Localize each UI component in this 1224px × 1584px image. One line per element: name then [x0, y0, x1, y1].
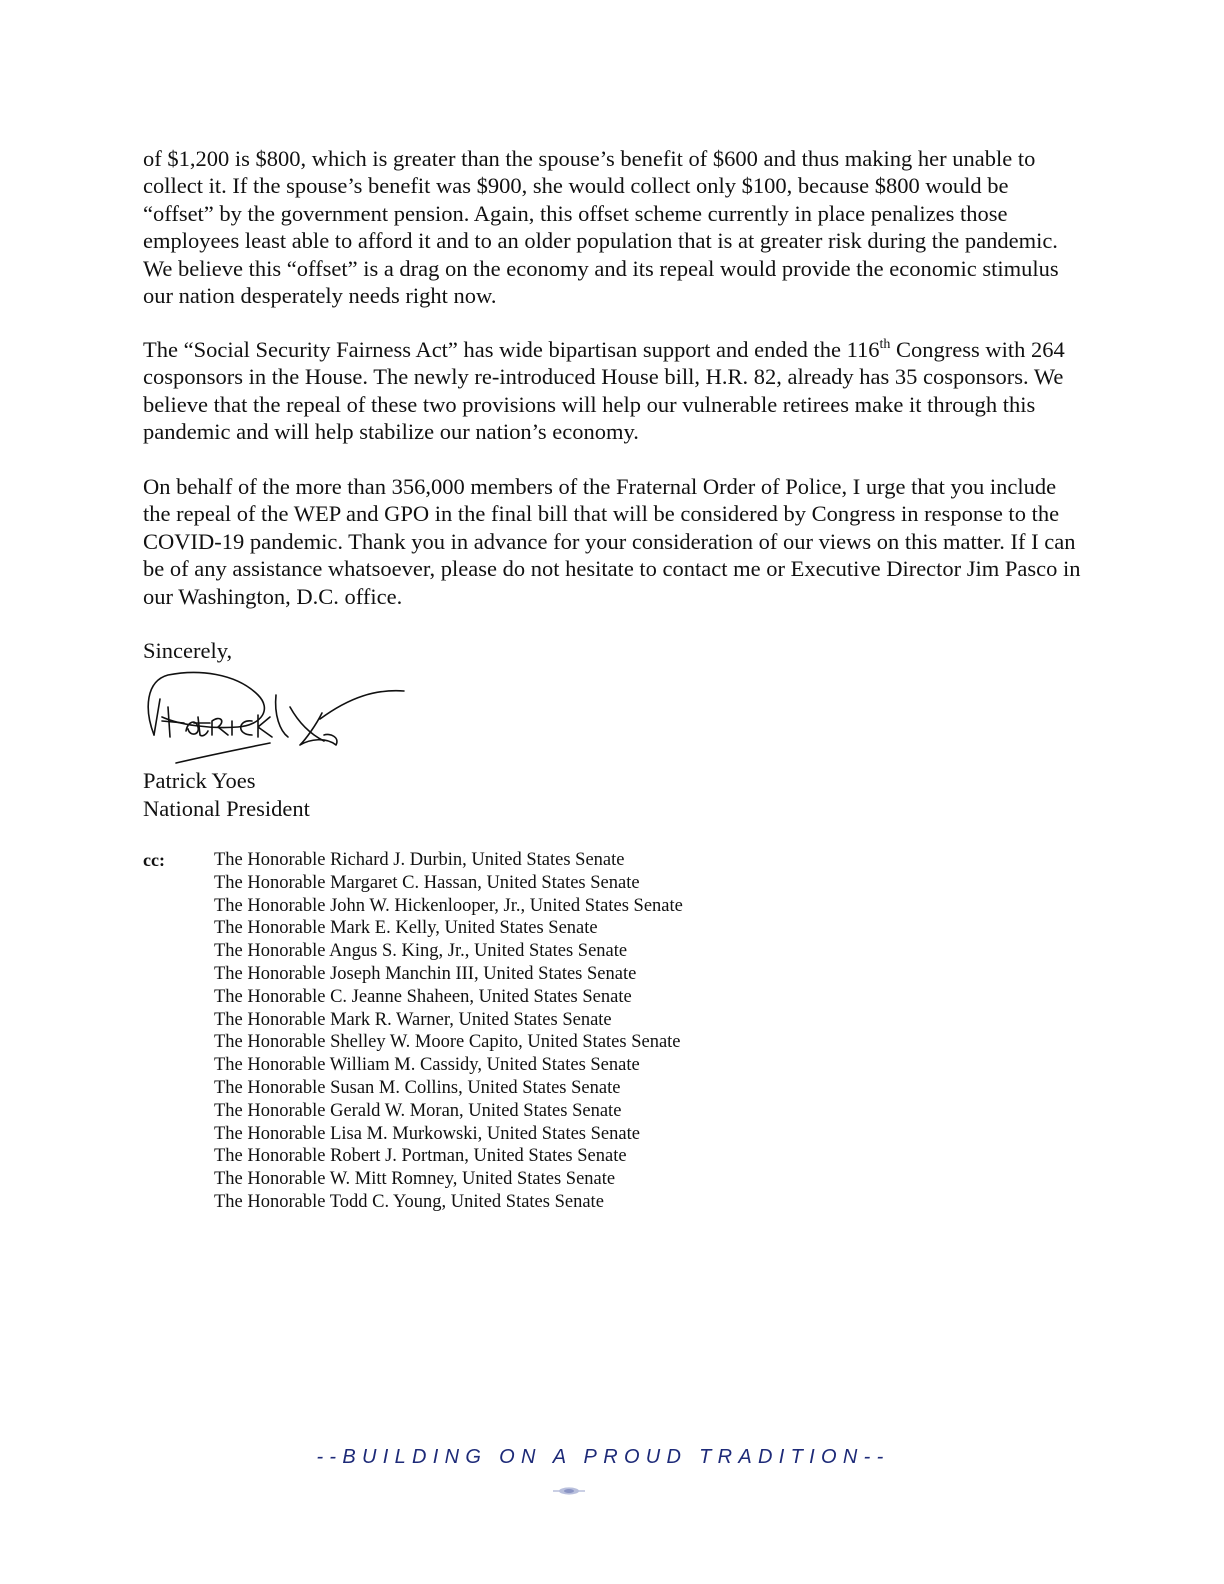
cc-recipient: The Honorable Margaret C. Hassan, United States Senate	[214, 872, 640, 893]
cc-recipient: The Honorable Mark E. Kelly, United States Senate	[214, 918, 598, 939]
paragraph-2-text-start: The “Social Security Fairness Act” has wide bipartisan support and ended the 116	[143, 337, 880, 362]
cc-recipient: The Honorable Richard J. Durbin, United States Senate	[214, 850, 625, 870]
signer-title: National President	[143, 796, 310, 821]
cc-recipient: The Honorable Todd C. Young, United States Senate	[214, 1191, 604, 1212]
closing-salutation: Sincerely,	[143, 638, 233, 663]
ordinal-suffix: th	[879, 336, 891, 352]
seal-ornament-icon	[552, 1485, 586, 1497]
cc-recipient: The Honorable Mark R. Warner, United States Senate	[214, 1009, 612, 1030]
cc-recipient: The Honorable John W. Hickenlooper, Jr., United States Senate	[214, 895, 683, 916]
handwritten-signature	[140, 665, 410, 770]
cc-recipient: The Honorable Lisa M. Murkowski, United States Senate	[214, 1123, 640, 1144]
cc-label: cc:	[143, 850, 165, 870]
cc-recipient: The Honorable Susan M. Collins, United States Senate	[214, 1077, 621, 1098]
cc-recipient: The Honorable Joseph Manchin III, United States Senate	[214, 963, 637, 984]
body-paragraph-3: On behalf of the more than 356,000 members of the Fraternal Order of Police, I urge that you include the repeal of the WEP and GPO in the final bill that will be considered by Congress in response to the COVID-19 pandemic. Thank you in advance for your consideration of our views on this matter. If I can be of any assistance whatsoever, please do not hesitate to contact me or Executive Director Jim Pasco in our Washington, D.C. office.	[143, 474, 1081, 609]
cc-recipient: The Honorable Gerald W. Moran, United States Senate	[214, 1100, 622, 1121]
paragraph-2-text-end: Congress with 264 cosponsors in the House. The newly re-introduced House bill, H.R. 82, already has 35 cosponsors. We believe that the repeal of these two provisions will help our vulnerable retirees make it through this pandemic and will help stabilize our nation’s economy.	[143, 337, 1065, 445]
cc-recipient: The Honorable Angus S. King, Jr., United States Senate	[214, 941, 628, 962]
body-paragraph-2	[143, 336, 1083, 446]
cc-recipient: The Honorable William M. Cassidy, United States Senate	[214, 1055, 640, 1076]
cc-recipient: The Honorable Shelley W. Moore Capito, United States Senate	[214, 1032, 681, 1053]
signer-block	[143, 767, 310, 823]
cc-recipient-list	[214, 849, 683, 1214]
cc-recipient: The Honorable C. Jeanne Shaheen, United States Senate	[214, 986, 632, 1007]
footer-motto: --BUILDING ON A PROUD TRADITION--	[316, 1446, 890, 1468]
cc-recipient: The Honorable Robert J. Portman, United States Senate	[214, 1146, 627, 1167]
cc-recipient: The Honorable W. Mitt Romney, United States Senate	[214, 1169, 616, 1190]
body-paragraph-1: of $1,200 is $800, which is greater than the spouse’s benefit of $600 and thus making her unable to collect it. If the spouse’s benefit was $900, she would collect only $100, because $800 would be “offset” by the government pension. Again, this offset scheme currently in place penalizes those employees least able to afford it and to an older population that is at greater risk during the pandemic. We believe this “offset” is a drag on the economy and its repeal would provide the economic stimulus our nation desperately needs right now.	[143, 146, 1059, 309]
signer-name: Patrick Yoes	[143, 768, 256, 793]
